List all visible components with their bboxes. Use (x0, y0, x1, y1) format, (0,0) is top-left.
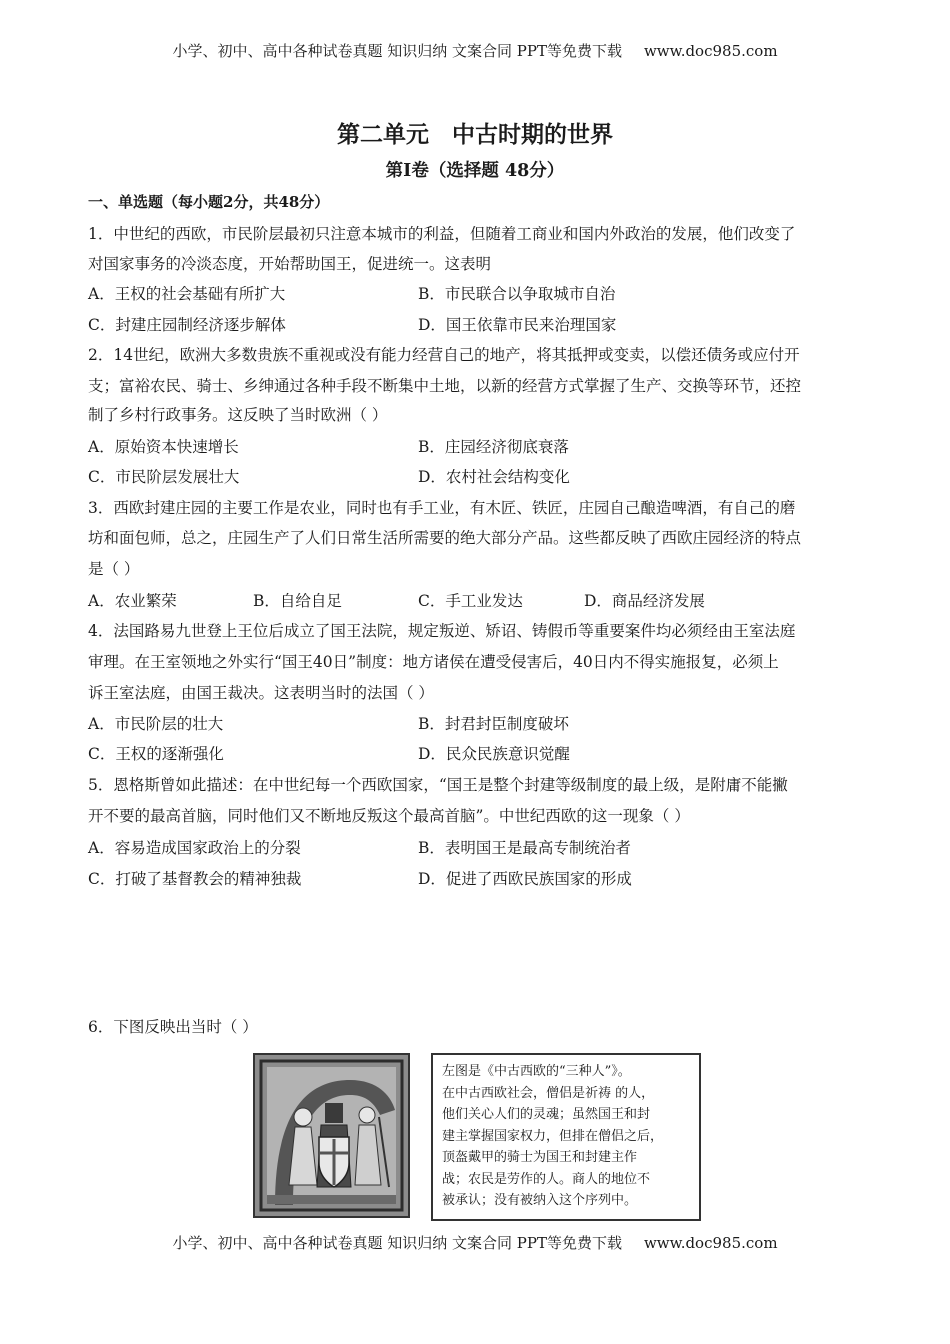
unit-title: 第二单元 中古时期的世界 (337, 121, 613, 148)
option-c[interactable]: C．手工业发达 (418, 592, 523, 610)
figure-note-line: 战；农民是劳作的人。商人的地位不 (442, 1171, 651, 1187)
question-stem-line: 坊和面包师，总之，庄园生产了人们日常生活所需要的绝大部分产品。这些都反映了西欧庄园经济的特点 (88, 529, 802, 547)
figure-note-line: 他们关心人们的灵魂；虽然国王和封 (442, 1107, 651, 1122)
question-stem-line: 3．西欧封建庄园的主要工作是农业，同时也有手工业，有木匠、铁匠，庄园自己酿造啤酒，有自己的磨 (88, 499, 796, 517)
option-b[interactable]: B．市民联合以争取城市自治 (418, 285, 616, 303)
option-c[interactable]: C．市民阶层发展壮大 (88, 468, 240, 486)
option-d[interactable]: D．商品经济发展 (584, 592, 705, 610)
option-b[interactable]: B．自给自足 (253, 592, 342, 610)
option-a[interactable]: A．王权的社会基础有所扩大 (88, 285, 286, 303)
header-text: 小学、初中、高中各种试卷真题 知识归纳 文案合同 PPT等免费下载 (172, 42, 622, 60)
page-footer (0, 1232, 950, 1253)
question-stem-line: 6．下图反映出当时（ ） (88, 1018, 258, 1036)
question-stem-line: 审理。在王室领地之外实行“国王40日”制度：地方诸侯在遭受侵害后，40日内不得实施报复，必须上 (88, 653, 779, 671)
footer-text: 小学、初中、高中各种试卷真题 知识归纳 文案合同 PPT等免费下载 (172, 1234, 622, 1252)
option-b[interactable]: B．表明国王是最高专制统治者 (418, 839, 631, 857)
option-b[interactable]: B．庄园经济彻底衰落 (418, 438, 569, 456)
section-title: 一、单选题（每小题2分，共48分） (88, 193, 330, 211)
option-c[interactable]: C．打破了基督教会的精神独裁 (88, 870, 302, 888)
question-stem-line: 1．中世纪的西欧，市民阶层最初只注意本城市的利益，但随着工商业和国内外政治的发展，他们改变了 (88, 225, 796, 243)
question-stem-line: 制了乡村行政事务。这反映了当时欧洲（ ） (88, 406, 388, 424)
figure-note-line: 顶盔戴甲的骑士为国王和封建主作 (442, 1150, 638, 1165)
question-stem-line: 诉王室法庭，由国王裁决。这表明当时的法国（ ） (88, 684, 434, 702)
option-d[interactable]: D．促进了西欧民族国家的形成 (418, 870, 632, 888)
figure-note-line: 左图是《中古西欧的“三种人”》。 (442, 1064, 631, 1079)
figure-note-line: 建主掌握国家权力，但排在僧侣之后， (442, 1128, 664, 1144)
option-c[interactable]: C．王权的逐渐强化 (88, 745, 224, 763)
figure-note-line: 在中古西欧社会，僧侣是祈祷 的人， (442, 1085, 655, 1101)
question-stem-line: 支；富裕农民、骑士、乡绅通过各种手段不断集中土地，以新的经营方式掌握了生产、交换等环节，还控 (88, 377, 802, 395)
three-estates-illustration (253, 1053, 410, 1218)
option-d[interactable]: D．民众民族意识觉醒 (418, 745, 570, 763)
question-stem-line: 4．法国路易九世登上王位后成立了国王法院，规定叛逆、矫诏、铸假币等重要案件均必须经由王室法庭 (88, 622, 796, 640)
figure-caption-box (431, 1053, 701, 1221)
option-d[interactable]: D．国王依靠市民来治理国家 (418, 316, 617, 334)
figure-note-line: 被承认；没有被纳入这个序列中。 (442, 1193, 638, 1208)
question-stem-line: 5．恩格斯曾如此描述：在中世纪每一个西欧国家，“国王是整个封建等级制度的最上级，是附庸不能撇 (88, 776, 788, 794)
question-6-figure (253, 1053, 701, 1221)
question-stem-line: 开不要的最高首脑，同时他们又不断地反叛这个最高首脑”。中世纪西欧的这一现象（ ） (88, 807, 690, 825)
question-stem-line: 对国家事务的冷淡态度，开始帮助国王，促进统一。这表明 (88, 255, 492, 273)
option-a[interactable]: A．农业繁荣 (88, 592, 177, 610)
volume-title: 第I卷（选择题 48分） (385, 161, 565, 181)
option-b[interactable]: B．封君封臣制度破坏 (418, 715, 569, 733)
header-site-link[interactable]: www.doc985.com (643, 42, 778, 60)
question-stem-line: 2．14世纪，欧洲大多数贵族不重视或没有能力经营自己的地产，将其抵押或变卖，以偿还债务或应付开 (88, 346, 800, 364)
option-d[interactable]: D．农村社会结构变化 (418, 468, 570, 486)
option-c[interactable]: C．封建庄园制经济逐步解体 (88, 316, 286, 334)
option-a[interactable]: A．容易造成国家政治上的分裂 (88, 839, 301, 857)
option-a[interactable]: A．市民阶层的壮大 (88, 715, 224, 733)
option-a[interactable]: A．原始资本快速增长 (88, 438, 239, 456)
question-stem-line: 是（ ） (88, 560, 140, 578)
page-header (0, 40, 950, 61)
footer-site-link[interactable]: www.doc985.com (643, 1234, 778, 1252)
